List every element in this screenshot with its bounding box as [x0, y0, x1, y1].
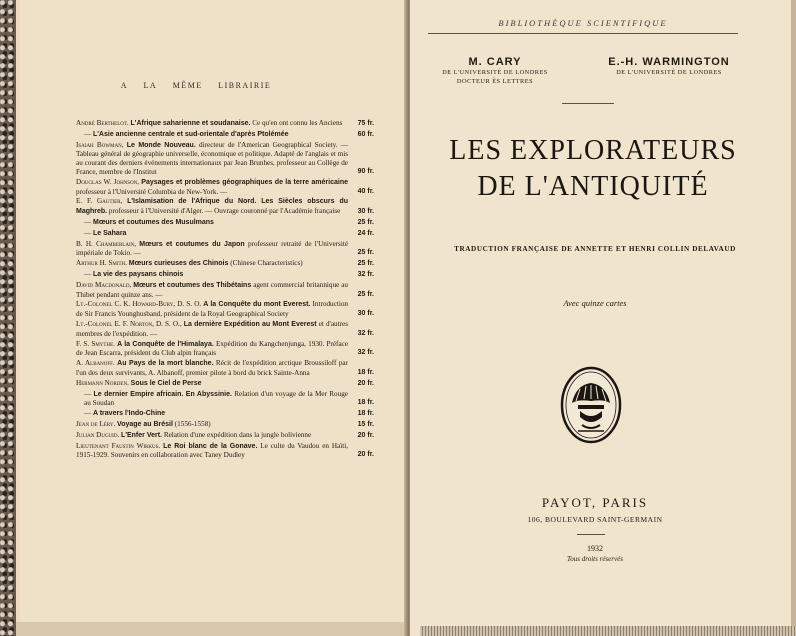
catalog-title: Voyage au Brésil	[117, 420, 173, 428]
catalog-entry-text	[76, 431, 348, 441]
catalog-title: A travers l'Indo-Chine	[92, 410, 166, 418]
catalog-title: Paysages et problèmes géographiques de la terre américaine	[141, 178, 348, 186]
rights-notice: Tous droits réservés	[567, 555, 623, 563]
catalog-entry	[76, 442, 374, 461]
catalog-note: professeur à l'Université d'Alger. — Ouvrage couronné par l'Académie française	[108, 207, 341, 216]
catalog-entry-text	[76, 197, 348, 217]
catalog-entry	[76, 281, 374, 300]
series-title: BIBLIOTHÈQUE SCIENTIFIQUE	[498, 18, 668, 28]
catalog-price: 25 fr.	[357, 260, 374, 268]
ditto-dash: —	[84, 269, 93, 278]
catalog-entry-text	[76, 229, 348, 239]
ditto-dash: —	[84, 389, 94, 398]
catalog-entry-text	[76, 442, 348, 461]
catalog-title: Le Monde Nouveau.	[126, 141, 196, 149]
catalog-entry-text	[76, 270, 348, 280]
catalog-entry	[76, 130, 374, 140]
catalog-entry	[76, 270, 374, 280]
catalog-price: 40 fr.	[357, 187, 374, 195]
catalog-entry	[76, 229, 374, 239]
ditto-dash: —	[84, 409, 93, 418]
catalog-note: agent commercial britannique au Thibet pendant quinze ans. —	[76, 280, 349, 299]
publisher-address: 106, BOULEVARD SAINT-GERMAIN	[527, 515, 663, 524]
series-rule	[428, 33, 738, 34]
catalog-entry-text	[76, 300, 348, 319]
catalog-entry-text	[76, 420, 348, 430]
right-page	[410, 0, 796, 636]
catalog-entry	[76, 259, 374, 269]
catalog-price: 25 fr.	[357, 249, 374, 257]
author-name: E.-H. WARMINGTON	[608, 56, 730, 68]
author-cary	[430, 56, 560, 86]
catalog-price: 15 fr.	[357, 420, 374, 428]
book-title-line2: DE L'ANTIQUITÉ	[477, 171, 709, 202]
catalog-entry	[76, 420, 374, 430]
catalog-entry-text	[76, 390, 348, 409]
author-name: M. CARY	[468, 56, 522, 68]
catalog-title: Mœurs et coutumes du Japon	[139, 240, 245, 248]
catalog-price: 24 fr.	[357, 229, 374, 237]
catalog-title: Mœurs et coutumes des Thibétains	[133, 281, 252, 289]
catalog-author: Lieutenant Faustin Wirkus.	[76, 441, 161, 450]
ditto-dash: —	[84, 228, 93, 237]
catalog-title: Mœurs curieuses des Chinois	[128, 260, 229, 268]
catalog-entry	[76, 390, 374, 409]
catalog-price: 18 fr.	[357, 410, 374, 418]
catalog-title: La dernière Expédition au Mont Everest	[183, 320, 317, 328]
right-page-edge	[791, 0, 796, 636]
catalog-author: Isaiah Bowman,	[76, 140, 124, 149]
catalog-entry-text	[76, 240, 348, 259]
catalog-entry-text	[76, 119, 348, 129]
author-rule	[562, 103, 614, 104]
catalog-author: Lt.-Colonel E. F. Norton, D. S. O.,	[76, 319, 182, 328]
catalog-price: 25 fr.	[357, 290, 374, 298]
book-title-line1: LES EXPLORATEURS	[449, 135, 737, 166]
catalog-note: et d'autres membres de l'expédition. —	[76, 319, 348, 338]
catalog-note: Relation d'une expédition dans la jungle bolivienne	[163, 430, 312, 439]
catalog-note: Le culte du Vaudou en Haïti, 1915-1929. Souvenirs en collaboration avec Taney Dudley	[76, 441, 349, 460]
catalog-entry-text	[76, 141, 348, 177]
catalog-author: Jean de Léry.	[76, 419, 116, 428]
heading-word: MÊME	[172, 81, 203, 90]
catalog-entry-text	[76, 409, 348, 419]
catalog-note: Récit de l'expédition arctique Broussiloff par l'un des deux survivants, A. Albanoff, premier pilote à bord du brick Sainte-Anna	[76, 359, 349, 377]
ditto-dash: —	[84, 217, 93, 226]
catalog-note: Expédition du Kangchenjunga, 1930. Préface de Jean Escarra, président du Club alpin français	[76, 339, 349, 358]
catalog-author: E. F. Gautier,	[76, 197, 123, 206]
catalog-entry	[76, 141, 374, 177]
catalog-entry-text	[76, 259, 348, 269]
catalog-price: 20 fr.	[357, 379, 374, 387]
catalog-entry	[76, 119, 374, 129]
catalog-entry	[76, 218, 374, 228]
catalog-title: L'Islamisation de l'Afrique du Nord. Les Siècles obscurs du Maghreb.	[76, 198, 348, 216]
catalog-entry	[76, 197, 374, 217]
catalog-title: Le Roi blanc de la Gonave.	[163, 442, 258, 450]
catalog-price: 32 fr.	[357, 349, 374, 357]
catalog-entry-text	[76, 130, 348, 140]
catalog-price: 18 fr.	[357, 399, 374, 407]
catalog-entry	[76, 178, 374, 197]
catalog-price: 32 fr.	[357, 329, 374, 337]
catalog-entry-text	[76, 281, 348, 300]
catalog-title: La vie des paysans chinois	[92, 270, 184, 278]
catalog-entry	[76, 359, 374, 378]
catalog-author: Douglas W. Johnson,	[76, 177, 140, 186]
catalog-note: directeur de l'American Geographical Society. — Tableau général de géographie universelle, économique et politique. Adapté de l'anglais et mis au courant des derniers événements internationaux par Jean Brunhes, professeur au Collège de France, membre de l'Institut	[76, 140, 348, 176]
catalog-note: Ce qu'en ont connu les Anciens	[252, 119, 343, 127]
catalog-title: L'Enfer Vert.	[121, 431, 163, 439]
catalog-entry-text	[76, 178, 348, 197]
catalog-price: 75 fr.	[357, 120, 374, 127]
catalog-entry	[76, 320, 374, 339]
catalog-note: (Chinese Characteristics)	[230, 259, 303, 268]
catalog-entry-text	[76, 359, 348, 378]
catalog-price: 90 fr.	[357, 167, 374, 175]
catalog-price: 25 fr.	[357, 218, 374, 226]
maps-note: Avec quinze cartes	[563, 298, 627, 308]
left-page-bottom-edge	[16, 622, 408, 636]
catalog-note: professeur à l'Université Columbia de New-York. —	[76, 187, 228, 196]
catalog-price: 32 fr.	[357, 270, 374, 278]
catalog-title: Mœurs et coutumes des Musulmans	[92, 218, 214, 226]
author-affiliation: DE L'UNIVERSITÉ DE LONDRES	[442, 69, 548, 76]
catalog-entry-text	[76, 340, 348, 359]
binding-edge	[0, 0, 16, 636]
catalog-price: 60 fr.	[357, 130, 374, 138]
translation-credit: TRADUCTION FRANÇAISE DE ANNETTE ET HENRI COLLIN DELAVAUD	[454, 245, 736, 253]
catalog-entry	[76, 240, 374, 259]
catalog-price: 18 fr.	[357, 368, 374, 376]
ruler-strip	[420, 626, 796, 636]
publisher-emblem-icon	[560, 365, 622, 445]
catalog-entry	[76, 379, 374, 389]
catalog-title: A la Conquête du mont Everest.	[203, 301, 311, 309]
heading-word: A	[120, 81, 129, 90]
author-degree: DOCTEUR ÈS LETTRES	[456, 78, 534, 85]
catalog-price: 20 fr.	[357, 431, 374, 439]
catalog-title: L'Asie ancienne centrale et sud-orientale d'après Ptolémée	[92, 130, 289, 138]
catalog-entry	[76, 340, 374, 359]
heading-word: LIBRAIRIE	[218, 81, 272, 90]
catalog-entry	[76, 300, 374, 319]
catalog-price: 30 fr.	[357, 310, 374, 318]
catalog-title: Le Sahara	[92, 229, 127, 237]
catalog-entry-text	[76, 379, 348, 389]
catalog-title: Au Pays de la mort blanche.	[117, 360, 214, 368]
publisher-name: PAYOT, PARIS	[541, 495, 649, 510]
author-warmington	[594, 56, 744, 77]
catalog-author: Arthur H. Smith.	[76, 259, 127, 268]
catalog-author: B. H. Chamberlain,	[76, 239, 137, 248]
catalog-entry-text	[76, 218, 348, 228]
catalog-entry	[76, 409, 374, 419]
publication-year: 1932	[587, 544, 603, 553]
catalog-author: André Berthelot.	[76, 119, 129, 127]
catalog-list	[76, 119, 374, 461]
catalog-author: David Macdonald,	[76, 280, 132, 289]
catalog-author: Lt.-Colonel C. K. Howard-Bury, D. S. O.	[76, 300, 202, 309]
catalog-note: professeur retraité de l'Université impériale de Tokio. —	[76, 239, 349, 258]
catalog-note: Relation d'un voyage de la Mer Rouge au Soudan	[84, 389, 348, 408]
catalog-title: Sous le Ciel de Perse	[130, 379, 202, 387]
heading-word: LA	[143, 81, 158, 90]
catalog-entry	[76, 431, 374, 441]
address-rule	[577, 534, 605, 535]
catalog-heading	[0, 81, 392, 90]
catalog-price: 20 fr.	[357, 451, 374, 459]
catalog-title: Le dernier Empire africain. En Abyssinie.	[93, 390, 232, 398]
catalog-title: L'Afrique saharienne et soudanaise.	[130, 120, 251, 127]
catalog-note: (1556-1558)	[174, 419, 211, 428]
catalog-author: Hermann Norden.	[76, 378, 129, 387]
catalog-author: Julian Duguid.	[76, 430, 120, 439]
ditto-dash: —	[84, 129, 93, 138]
catalog-author: F. S. Smythe.	[76, 339, 115, 348]
catalog-author: A. Albanoff.	[76, 359, 115, 368]
catalog-price: 30 fr.	[357, 208, 374, 216]
catalog-note: Introduction de Sir Francis Younghusband, président de la Royal Geographical Society	[76, 300, 349, 319]
catalog-title: A la Conquête de l'Himalaya.	[117, 340, 214, 348]
catalog-entry-text	[76, 320, 348, 339]
author-affiliation: DE L'UNIVERSITÉ DE LONDRES	[616, 69, 722, 76]
